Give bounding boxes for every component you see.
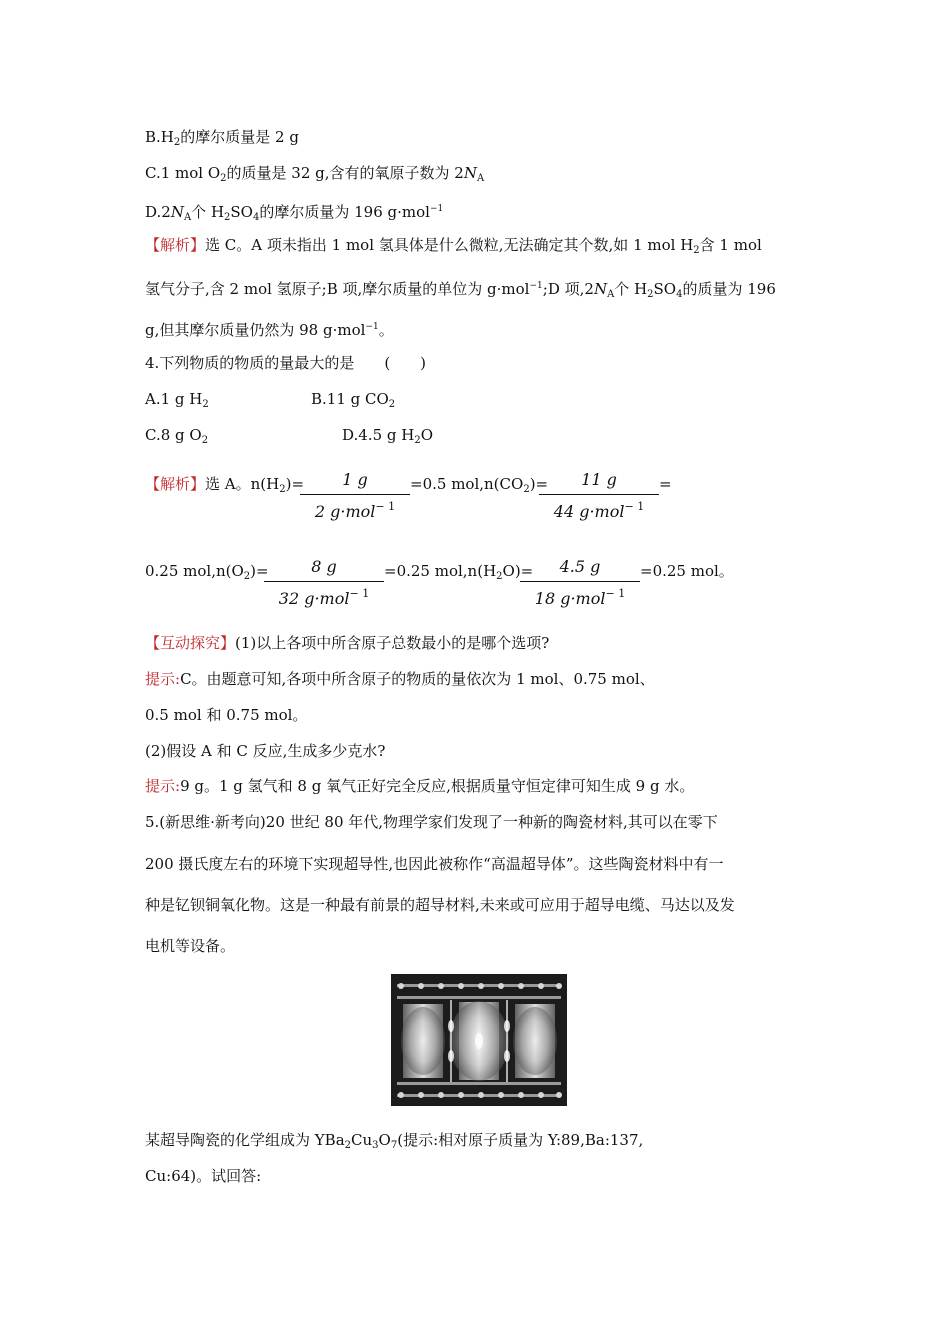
q4-option-b: B.11 g $CO_2$ (311, 390, 396, 410)
interactive-question-1: 【互动探究】(1)以上各项中所含原子总数最小的是哪个选项? (145, 634, 550, 652)
interactive-answer-1-cont: 0.5 mol 和 0.75 mol。 (145, 706, 308, 724)
fraction-o2: 8 g 32 g·mol$^{- 1}$ (264, 557, 384, 613)
option-d: $D.2N_A$个 $H_2SO_4$的摩尔质量为 196 g·mol$^{-1}$ (145, 203, 444, 223)
interactive-question-2: (2)假设 A 和 C 反应,生成多少克水? (145, 742, 386, 760)
explanation-q4-part5: =0.25 $mol,n(H_2O)=$ (384, 562, 534, 582)
explanation-q3-line1: 【解析】选 C。A 项未指出 1 mol 氢具体是什么微粒,无法确定其个数,如 1 mol $H_2$含 1 mol (145, 236, 762, 256)
question-5-line4: 电机等设备。 (145, 937, 236, 955)
explanation-q4-part1: 【解析】选 A。$n(H_2)=$ (145, 475, 305, 495)
explanation-q4-part6: =0.25 mol。 (640, 562, 734, 580)
tip-tag: 提示: (145, 777, 181, 795)
interactive-answer-2: 提示:9 g。1 g 氢气和 8 g 氧气正好完全反应,根据质量守恒定律可知生成 9 g 水。 (145, 777, 695, 795)
option-b: $B.H_2$的摩尔质量是 2 g (145, 128, 299, 148)
q4-option-d: D.4.5 g $H_2O$ (342, 426, 434, 446)
explanation-tag: 【解析】 (145, 475, 206, 493)
superconductor-structure-image (391, 974, 567, 1106)
explanation-q4-part3: = (659, 475, 672, 493)
interactive-tag: 【互动探究】 (145, 634, 236, 652)
question-5-line6: Cu:64)。试回答: (145, 1167, 262, 1185)
option-c: C.1 mol $O_2$的质量是 32 g,含有的氧原子数为 $2N_A$ (145, 164, 485, 184)
explanation-q4-part2: =0.5 $mol,n(CO_2)=$ (410, 475, 549, 495)
explanation-q4-part4: 0.25 $mol,n(O_2)=$ (145, 562, 269, 582)
explanation-q3-line3: g,但其摩尔质量仍然为 98 g·mol$^{-1}$。 (145, 321, 394, 339)
tip-tag: 提示: (145, 670, 181, 688)
question-5-formula: 某超导陶瓷的化学组成为 $YBa_2Cu_3O_7$(提示:相对原子质量为 Y:89,Ba:137, (145, 1131, 644, 1151)
q4-option-a: A.1 g $H_2$ (145, 390, 209, 410)
q4-option-c: C.8 g $O_2$ (145, 426, 209, 446)
fraction-h2: 1 g 2 g·mol$^{- 1}$ (300, 470, 410, 526)
fraction-co2: 11 g 44 g·mol$^{- 1}$ (539, 470, 659, 526)
question-5-line3: 种是钇钡铜氧化物。这是一种最有前景的超导材料,未来或可应用于超导电缆、马达以及发 (145, 896, 735, 914)
interactive-answer-1: 提示:C。由题意可知,各项中所含原子的物质的量依次为 1 mol、0.75 mol、 (145, 670, 655, 688)
crystal-lattice-graphic (391, 974, 567, 1106)
explanation-q3-line2: 氢气分子,含 2 mol 氢原子;B 项,摩尔质量的单位为 g·mol$^{-1}$;D 项$,2N_A$个 $H_2SO_4$的质量为 196 (145, 280, 776, 300)
question-5-line2: 200 摄氏度左右的环境下实现超导性,也因此被称作“高温超导体”。这些陶瓷材料中有一 (145, 855, 724, 873)
explanation-tag: 【解析】 (145, 236, 206, 254)
question-5-line1: 5.(新思维·新考向)20 世纪 80 年代,物理学家们发现了一种新的陶瓷材料,其可以在零下 (145, 813, 718, 831)
fraction-h2o: 4.5 g 18 g·mol$^{- 1}$ (520, 557, 640, 613)
question-4: 4.下列物质的物质的量最大的是 ( ) (145, 354, 427, 372)
